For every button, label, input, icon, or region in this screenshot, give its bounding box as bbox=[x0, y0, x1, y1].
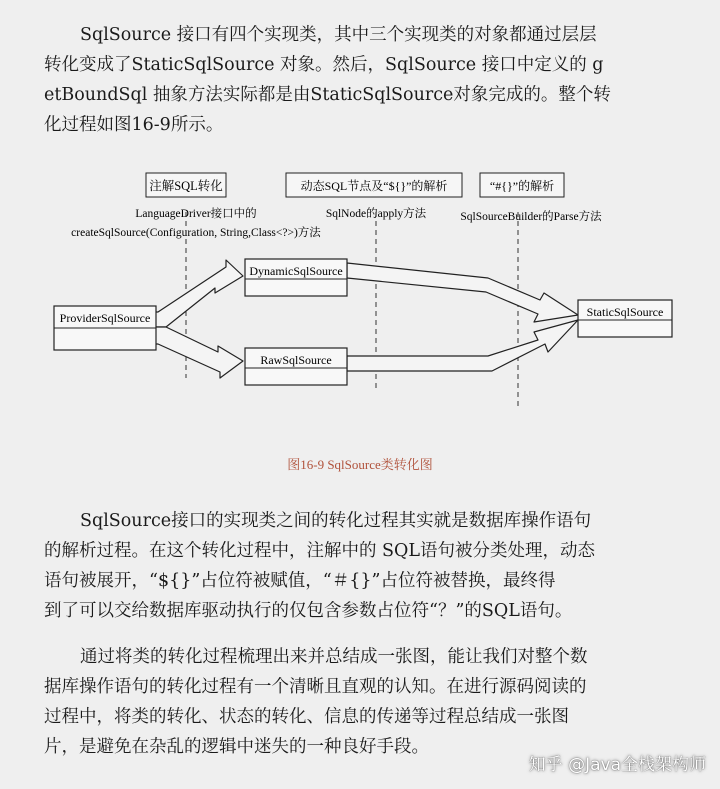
stage-label-hash: “#{}”的解析 bbox=[489, 179, 555, 193]
class-box-dynamic bbox=[245, 259, 347, 296]
paragraph-line: 通过将类的转化过程梳理出来并总结成一张图，能让我们对整个数 bbox=[80, 647, 588, 667]
class-label-dynamic: DynamicSqlSource bbox=[249, 264, 343, 278]
paragraph-line: 片，是避免在杂乱的逻辑中迷失的一种良好手段。 bbox=[44, 737, 429, 757]
class-box-raw bbox=[245, 348, 347, 385]
arrow-provider-to-dynamic bbox=[154, 260, 243, 327]
stage-label-dynamic: 动态SQL节点及“${}”的解析 bbox=[300, 179, 448, 193]
class-label-provider: ProviderSqlSource bbox=[59, 311, 151, 325]
class-label-raw: RawSqlSource bbox=[260, 353, 332, 367]
paragraph-line: 的解析过程。在这个转化过程中，注解中的 SQL语句被分类处理，动态 bbox=[44, 541, 596, 561]
paragraph-conversion bbox=[44, 506, 684, 626]
class-box-provider bbox=[54, 306, 156, 350]
stage-label-annotation: 注解SQL转化 bbox=[149, 179, 223, 193]
class-label-static: StaticSqlSource bbox=[586, 305, 664, 319]
paragraph-line: SqlSource接口的实现类之间的转化过程其实就是数据库操作语句 bbox=[80, 511, 592, 531]
watermark: 知乎 @Java全栈架构师 bbox=[528, 755, 706, 775]
paragraph-line: 到了可以交给数据库驱动执行的仅包含参数占位符“？”的SQL语句。 bbox=[44, 601, 573, 621]
paragraph-line: 语句被展开，“${}”占位符被赋值，“＃{}”占位符被替换，最终得 bbox=[44, 571, 556, 591]
paragraph-line: 化过程如图16-9所示。 bbox=[44, 115, 224, 135]
paragraph-line: 转化变成了StaticSqlSource 对象。然后，SqlSource 接口中定义的 g bbox=[44, 55, 604, 75]
class-box-static bbox=[578, 300, 672, 337]
arrow-provider-to-raw bbox=[154, 327, 243, 378]
stage-method-dynamic: SqlNode的apply方法 bbox=[325, 208, 427, 220]
paragraph-line: SqlSource 接口有四个实现类，其中三个实现类的对象都通过层层 bbox=[80, 25, 597, 45]
paragraph-summary bbox=[44, 642, 684, 762]
paragraph-intro bbox=[44, 20, 684, 140]
sqlsource-conversion-diagram bbox=[0, 160, 720, 440]
stage-method-annotation-1: LanguageDriver接口中的 bbox=[135, 208, 257, 220]
arrow-raw-to-static bbox=[347, 320, 578, 371]
stage-method-hash: SqlSourceBuilder的Parse方法 bbox=[460, 211, 602, 223]
paragraph-line: 过程中，将类的转化、状态的转化、信息的传递等过程总结成一张图 bbox=[44, 707, 569, 727]
paragraph-line: etBoundSql 抽象方法实际都是由StaticSqlSource对象完成的。整个转 bbox=[44, 85, 611, 105]
stage-method-annotation-2: createSqlSource(Configuration, String,Class<?>)方法 bbox=[71, 227, 321, 239]
figure-caption: 图16-9 SqlSource类转化图 bbox=[287, 457, 433, 472]
arrow-dynamic-to-static bbox=[347, 263, 578, 322]
paragraph-line: 据库操作语句的转化过程有一个清晰且直观的认知。在进行源码阅读的 bbox=[44, 677, 587, 697]
